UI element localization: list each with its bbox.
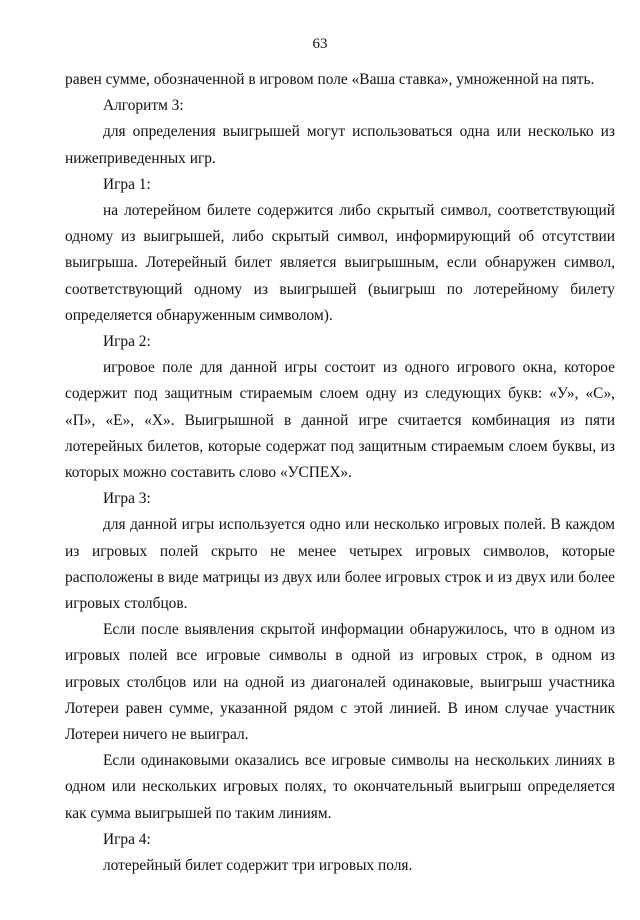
heading-algorithm-3: Алгоритм 3: (103, 97, 184, 115)
paragraph-game-1: на лотерейном билете содержится либо скрытый символ, соответствующий одному из выигрышей, либо скрытый символ, информирующий об отсутствии выигрыша. Лотерейный билет является выигрышным, если обнаружен символ, соответствующий одному из выигрышей (выигрыш по лотерейному билету определяется обнаруженным символом). (65, 202, 615, 324)
heading-game-2: Игра 2: (103, 333, 151, 351)
heading-game-1: Игра 1: (103, 175, 151, 193)
page-number: 63 (312, 36, 328, 52)
paragraph-game-3-multiple-lines: Если одинаковыми оказались все игровые символы на нескольких линиях в одном или нескольких игровых полях, то окончательный выигрыш определяется как сумма выигрышей по таким линиям. (65, 752, 615, 822)
paragraph-continuation: равен сумме, обозначенной в игровом поле «Ваша ставка», умноженной на пять. (65, 71, 595, 88)
paragraph-algorithm-3: для определения выигрышей могут использоваться одна или несколько из нижеприведенных игр. (65, 123, 615, 167)
paragraph-game-4: лотерейный билет содержит три игровых поля. (103, 857, 413, 875)
paragraph-game-3-rule: Если после выявления скрытой информации обнаружилось, что в одном из игровых полей все игровые символы в одной из игровых строк, в одном из игровых столбцов или на одной из диагоналей одинаковые, выигрыш участника Лотереи равен сумме, указанной рядом с этой линией. В ином случае участник Лотереи ничего не выиграл. (65, 621, 615, 744)
paragraph-game-2: игровое поле для данной игры состоит из одного игрового окна, которое содержит под защитным стираемым слоем одну из следующих букв: «У», «С», «П», «Е», «Х». Выигрышной в данной игре считается комбинация из пяти лотерейных билетов, которые содержат под защитным стираемым слоем буквы, из которых можно составить слово «УСПЕХ». (65, 359, 615, 482)
page-body (65, 67, 615, 879)
heading-game-3: Игра 3: (103, 490, 151, 508)
heading-game-4: Игра 4: (103, 830, 151, 848)
paragraph-game-3: для данной игры используется одно или несколько игровых полей. В каждом из игровых полей скрыто не менее четырех игровых символов, которые расположены в виде матрицы из двух или более игровых строк и из двух или более игровых столбцов. (65, 516, 615, 613)
